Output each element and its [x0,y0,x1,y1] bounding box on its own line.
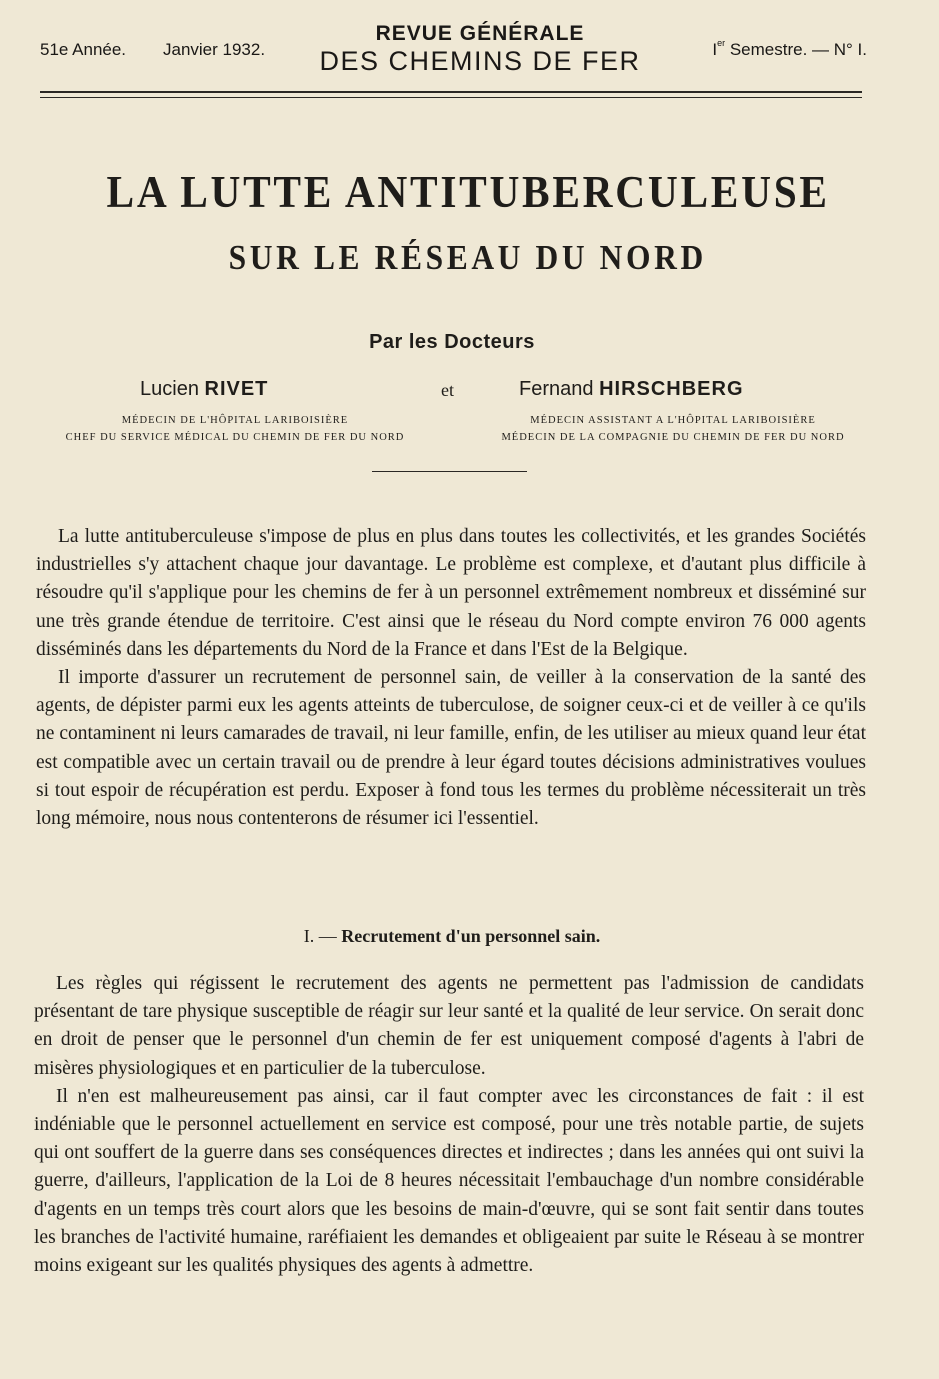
paragraph: Il n'en est malheureusement pas ainsi, car il faut compter avec les circonstances de fait : il est indéniable que le personnel actuellement en service est composé, pour une très notable partie, de sujets qui ont souffert de la guerre dans ses conséquences directes et indirectes ; dans les années qui ont suivi la guerre, d'ailleurs, l'application de la Loi de 8 heures nécessitait l'embauchage d'un nombre considérable d'agents en un temps très court alors que les besoins de main-d'œuvre, qui se sont fait sentir dans toutes les branches de l'activité humaine, raréfiaient les demandes et obligeaient par suite le Réseau à se montrer moins exigeant sur les qualités physiques des agents à admettre. [34,1085,864,1277]
header-rule-thick [40,91,862,93]
author-1-credentials [20,412,450,446]
journal-title [300,22,660,76]
author-1 [140,378,268,401]
article-subtitle: SUR LE RÉSEAU DU NORD [228,238,707,277]
section-title: Recrutement d'un personnel sain. [341,926,601,946]
author-2-credentials [468,412,878,446]
semester-issue: Semestre. — N° I. [725,40,867,59]
section-number: I. — [303,926,337,946]
header-semester [712,40,867,60]
section-text [34,970,864,1280]
byline: Par les Docteurs [369,331,535,353]
semester-ordinal: er [717,38,726,48]
author-2 [519,378,744,401]
author-conjunction: et [441,380,454,400]
header-rule-thin [40,97,862,98]
author-1-credential-1: MÉDECIN DE L'HÔPITAL LARIBOISIÈRE [121,415,349,426]
journal-title-line1: REVUE GÉNÉRALE [375,22,585,45]
author-2-first-name: Fernand [519,378,594,400]
separator-rule [372,471,527,472]
paragraph: Les règles qui régissent le recrutement des agents ne permettent pas l'admission de candidats présentant de tare physique susceptible de réagir sur leur santé et la qualité de leur service. On serait donc en droit de penser que le personnel d'un chemin de fer est uniquement composé d'agents à l'abri de misères physiologiques et en particulier de la tuberculose. [34,973,864,1079]
author-1-credential-2: CHEF DU SERVICE MÉDICAL DU CHEMIN DE FER DU NORD [65,432,405,443]
author-1-last-name: RIVET [204,378,269,400]
author-2-credential-1: MÉDECIN ASSISTANT A L'HÔPITAL LARIBOISIÈRE [530,415,816,426]
header-year: 51e Année. [40,40,127,59]
intro-text [36,523,866,833]
semester-numeral: I [712,40,718,59]
journal-title-line2: DES CHEMINS DE FER [319,46,641,76]
paragraph: Il importe d'assurer un recrutement de personnel sain, de veiller à la conservation de la santé des agents, de dépister parmi eux les agents atteints de tuberculose, de soigner ceux-ci et de veiller à ce qu'ils ne contaminent ni leurs camarades de travail, ni leur famille, enfin, de les utiliser au mieux quand leur état est compatible avec un certain travail ou de prendre à leur égard toutes décisions administratives voulues si tout espoir de récupération est perdu. Exposer à fond tous les termes du problème nécessiterait un très long mémoire, nous nous contenterons de résumer ici l'essentiel. [36,667,866,830]
paragraph: La lutte antituberculeuse s'impose de plus en plus dans toutes les collectivités, et les grandes Sociétés industrielles s'y attachent chaque jour davantage. Le problème est complexe, et d'autant plus difficile à résoudre qu'il s'applique pour les chemins de fer à un personnel extrêmement nombreux et disséminé sur une très grande étendue de territoire. C'est ainsi que le réseau du Nord compte environ 76 000 agents disséminés dans les départements du Nord de la France et dans l'Est de la Belgique. [36,526,866,660]
author-1-first-name: Lucien [140,378,199,400]
author-2-last-name: HIRSCHBERG [599,378,744,400]
section-heading [0,926,904,947]
author-2-credential-2: MÉDECIN DE LA COMPAGNIE DU CHEMIN DE FER DU NORD [501,432,845,443]
header-date: Janvier 1932. [163,40,266,59]
article-title: LA LUTTE ANTITUBERCULEUSE [106,166,830,217]
